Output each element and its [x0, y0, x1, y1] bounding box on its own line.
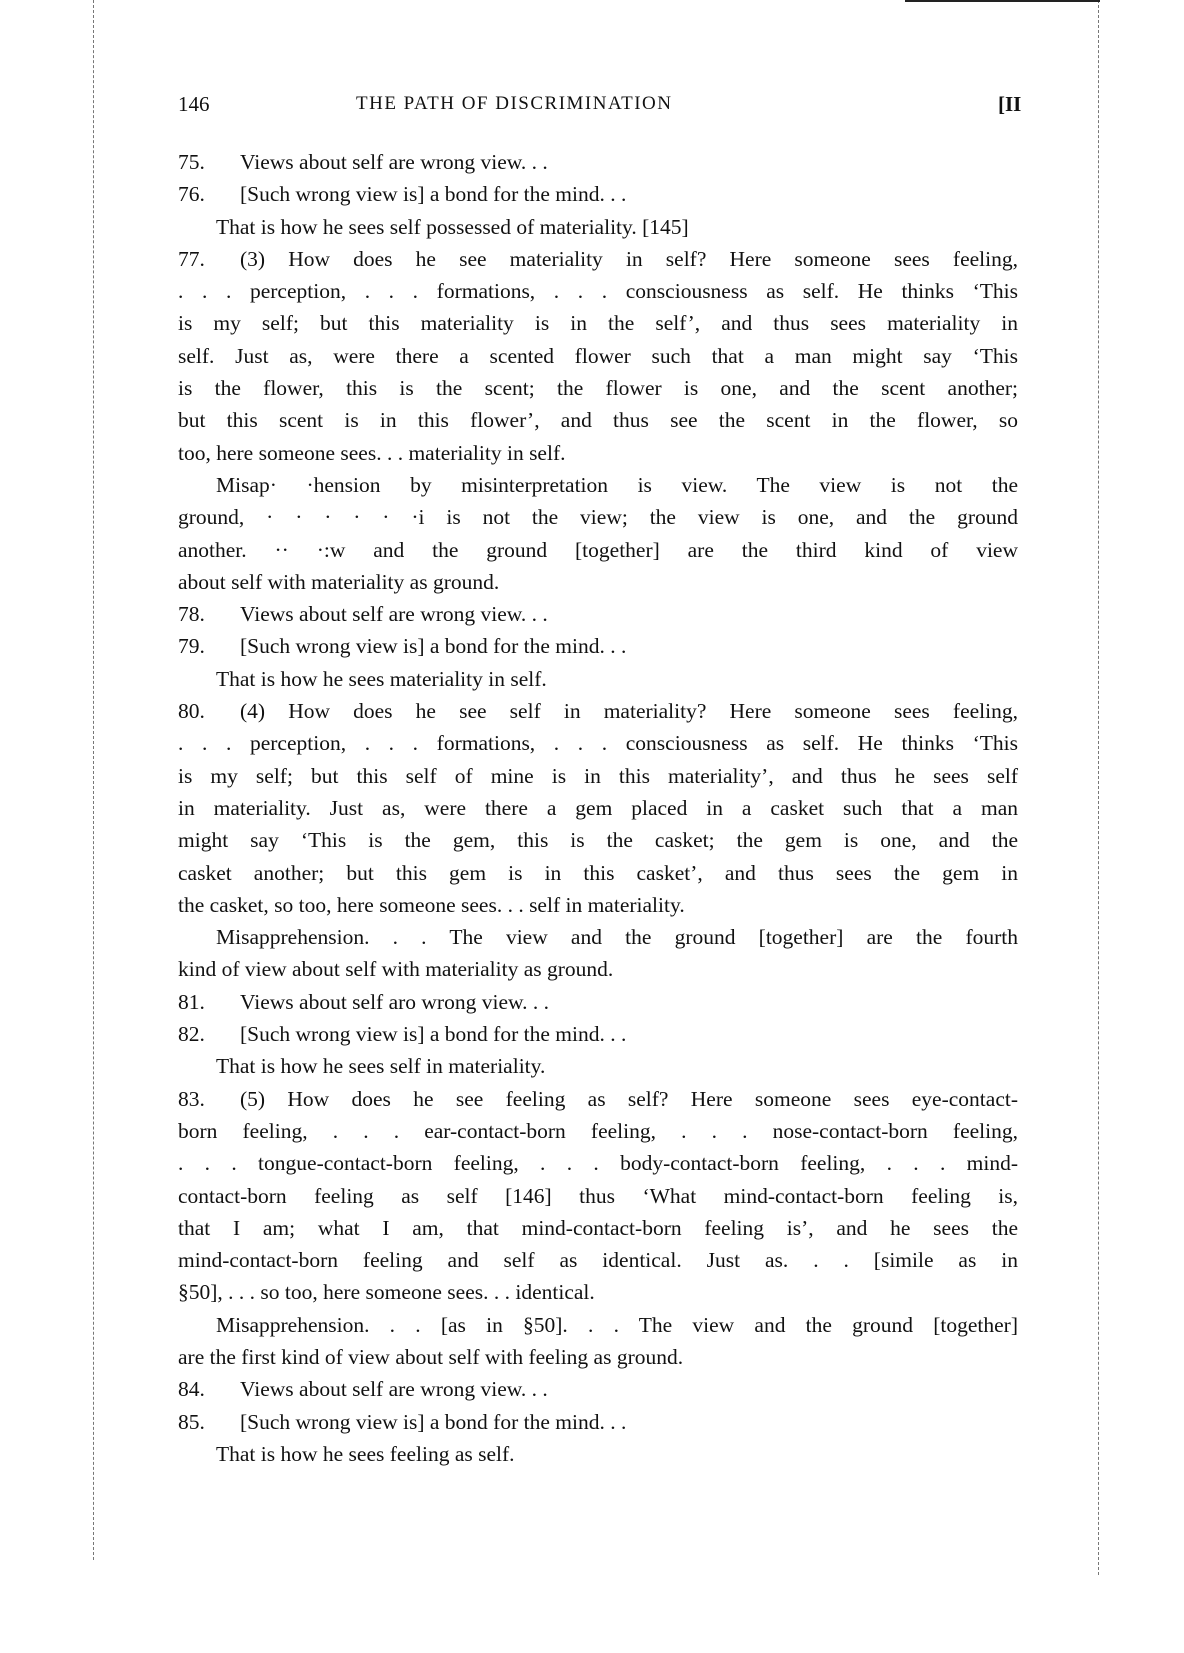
- line-text: [Such wrong view is] a bond for the mind. . .: [240, 1022, 627, 1047]
- text-line: [178, 1180, 1018, 1212]
- text-line: [178, 404, 1018, 436]
- numbered-paragraph-line: [178, 146, 1018, 178]
- line-text: self. Just as, were there a scented flower such that a man might say ‘This: [178, 343, 1018, 368]
- text-line: [178, 1115, 1018, 1147]
- paragraph-number: 79.: [178, 634, 205, 659]
- line-text: is my self; but this self of mine is in this materiality’, and thus he sees self: [178, 763, 1018, 788]
- numbered-paragraph-line: [178, 695, 1018, 727]
- text-line: [178, 921, 1018, 953]
- text-line: [178, 792, 1018, 824]
- text-line: [178, 1050, 1018, 1082]
- numbered-paragraph-line: [178, 1018, 1018, 1050]
- line-text: Misapprehension. . . The view and the ground [together] are the fourth: [216, 925, 1018, 950]
- line-text: that I am; what I am, that mind-contact-born feeling is’, and he sees the: [178, 1215, 1018, 1240]
- line-text: born feeling, . . . ear-contact-born feeling, . . . nose-contact-born feeling,: [178, 1118, 1018, 1143]
- numbered-paragraph-line: [178, 598, 1018, 630]
- numbered-paragraph-line: [178, 1373, 1018, 1405]
- text-line: [178, 1438, 1018, 1470]
- line-text: ground, · · · · · ·i is not the view; the view is one, and the ground: [178, 505, 1018, 530]
- text-line: [178, 469, 1018, 501]
- line-text: Views about self aro wrong view. . .: [240, 989, 549, 1014]
- paragraph-number: 75.: [178, 150, 205, 174]
- page-number: 146: [178, 92, 210, 116]
- text-line: [178, 1341, 1018, 1373]
- text-line: [178, 211, 1018, 243]
- line-text: the casket, so too, here someone sees. . . self in materiality.: [178, 892, 685, 917]
- line-text: in materiality. Just as, were there a gem placed in a casket such that a man: [178, 795, 1018, 820]
- paragraph-number: 82.: [178, 1022, 205, 1047]
- line-text: another. ·· ·:w and the ground [together] are the third kind of view: [178, 537, 1018, 562]
- line-text: That is how he sees self in materiality.: [216, 1054, 546, 1079]
- line-text: Views about self are wrong view. . .: [240, 150, 548, 174]
- line-text: might say ‘This is the gem, this is the casket; the gem is one, and the: [178, 828, 1018, 853]
- line-text: [Such wrong view is] a bond for the mind. . .: [240, 1409, 627, 1434]
- line-text: [Such wrong view is] a bond for the mind. . .: [240, 182, 627, 207]
- text-line: [178, 1309, 1018, 1341]
- text-line: [178, 1212, 1018, 1244]
- text-line: [178, 307, 1018, 339]
- page-header: [178, 92, 1022, 122]
- text-line: [178, 760, 1018, 792]
- paragraph-number: 76.: [178, 182, 205, 207]
- line-text: about self with materiality as ground.: [178, 569, 500, 594]
- paragraph-number: 85.: [178, 1409, 205, 1434]
- line-text: . . . tongue-contact-born feeling, . . . body-contact-born feeling, . . . mind-: [178, 1151, 1018, 1176]
- numbered-paragraph-line: [178, 1406, 1018, 1438]
- line-text: That is how he sees materiality in self.: [216, 666, 547, 691]
- scan-border-right: [1098, 0, 1100, 1575]
- line-text: but this scent is in this flower’, and thus see the scent in the flower, so: [178, 408, 1018, 433]
- text-line: [178, 534, 1018, 566]
- text-line: [178, 566, 1018, 598]
- paragraph-number: 83.: [178, 1086, 205, 1111]
- numbered-paragraph-line: [178, 243, 1018, 275]
- line-text: Views about self are wrong view. . .: [240, 602, 548, 627]
- line-text: That is how he sees feeling as self.: [216, 1441, 515, 1466]
- text-line: [178, 340, 1018, 372]
- line-text: are the first kind of view about self with feeling as ground.: [178, 1344, 684, 1369]
- text-line: [178, 1276, 1018, 1308]
- text-line: [178, 501, 1018, 533]
- line-text: §50], . . . so too, here someone sees. . . identical.: [178, 1280, 595, 1305]
- line-text: contact-born feeling as self [146] thus ‘What mind-contact-born feeling is,: [178, 1183, 1018, 1208]
- text-line: [178, 1244, 1018, 1276]
- line-text: (3) How does he see materiality in self? Here someone sees feeling,: [240, 246, 1018, 271]
- text-line: [178, 727, 1018, 759]
- line-text: too, here someone sees. . . materiality in self.: [178, 440, 566, 465]
- line-text: casket another; but this gem is in this casket’, and thus sees the gem in: [178, 860, 1018, 885]
- line-text: Views about self are wrong view. . .: [240, 1377, 548, 1402]
- text-line: [178, 663, 1018, 695]
- scan-border-top: [905, 0, 1100, 2]
- paragraph-number: 77.: [178, 246, 205, 271]
- numbered-paragraph-line: [178, 986, 1018, 1018]
- numbered-paragraph-line: [178, 178, 1018, 210]
- paragraph-number: 81.: [178, 989, 205, 1014]
- numbered-paragraph-line: [178, 630, 1018, 662]
- line-text: [Such wrong view is] a bond for the mind. . .: [240, 634, 627, 659]
- text-line: [178, 889, 1018, 921]
- text-line: [178, 275, 1018, 307]
- page-body: [178, 146, 1018, 1470]
- line-text: kind of view about self with materiality as ground.: [178, 957, 614, 982]
- line-text: is my self; but this materiality is in the self’, and thus sees materiality in: [178, 311, 1018, 336]
- text-line: [178, 857, 1018, 889]
- line-text: Misapprehension. . . [as in §50]. . . The view and the ground [together]: [216, 1312, 1018, 1337]
- line-text: Misap· ·hension by misinterpretation is view. The view is not the: [216, 472, 1018, 497]
- text-line: [178, 437, 1018, 469]
- text-line: [178, 824, 1018, 856]
- numbered-paragraph-line: [178, 1083, 1018, 1115]
- scan-border-left: [93, 0, 95, 1560]
- running-title: THE PATH OF DISCRIMINATION: [356, 93, 673, 114]
- line-text: (4) How does he see self in materiality? Here someone sees feeling,: [240, 699, 1018, 724]
- line-text: (5) How does he see feeling as self? Here someone sees eye-contact-: [240, 1086, 1018, 1111]
- line-text: mind-contact-born feeling and self as identical. Just as. . . [simile as in: [178, 1248, 1018, 1273]
- line-text: . . . perception, . . . formations, . . . consciousness as self. He thinks ‘This: [178, 731, 1018, 756]
- line-text: That is how he sees self possessed of materiality. [145]: [216, 214, 689, 239]
- line-text: is the flower, this is the scent; the flower is one, and the scent another;: [178, 376, 1018, 401]
- paragraph-number: 84.: [178, 1377, 205, 1402]
- paragraph-number: 80.: [178, 699, 205, 724]
- line-text: . . . perception, . . . formations, . . . consciousness as self. He thinks ‘This: [178, 279, 1018, 304]
- section-mark: [II: [998, 92, 1022, 116]
- paragraph-number: 78.: [178, 602, 205, 627]
- text-line: [178, 953, 1018, 985]
- text-line: [178, 372, 1018, 404]
- text-line: [178, 1147, 1018, 1179]
